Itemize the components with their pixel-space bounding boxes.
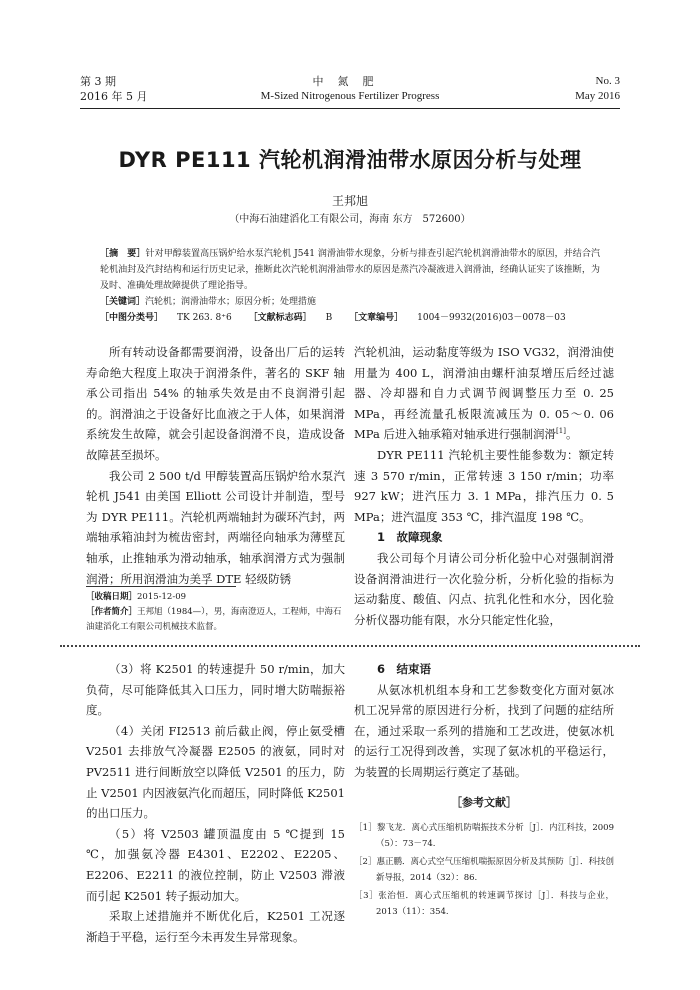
column-left-lower	[86, 659, 345, 947]
article-title: DYR PE111 汽轮机润滑油带水原因分析与处理	[118, 148, 582, 172]
header-left	[80, 74, 147, 104]
paragraph: 采取上述措施并不断优化后，K2501 工况逐渐趋于平稳，运行至今未再发生异常现象。	[86, 909, 345, 944]
article-no-value: 1004－9932(2016)03－0078－03	[417, 313, 566, 323]
author-bio-label: ［作者简介］	[86, 607, 138, 617]
paragraph-text: 汽轮机油，运动黏度等级为 ISO VG32，润滑油使用量为 400 L，润滑油由螺杆油泵增压后经过滤器、冷却器和自力式调节阀调整压力至 0. 25 MPa，再经流量孔板限流减压为 0. 05～0. 06 MPa 后进入轴承箱对轴承进行强制润滑	[354, 345, 614, 442]
author-affiliation: （中海石油建滔化工有限公司，海南 东方 572600）	[229, 214, 471, 225]
classification-line	[100, 310, 600, 326]
references-title: ［参考文献］	[451, 795, 517, 809]
keywords	[100, 294, 600, 310]
article-no-label: ［文章编号］	[349, 313, 404, 323]
paragraph: DYR PE111 汽轮机主要性能参数为：额定转速 3 570 r/min，正常转速 3 150 r/min；功率 927 kW；进汽压力 3. 1 MPa，排汽压力 0. 5 MPa；进汽温度 353 ℃，排汽温度 198 ℃。	[354, 447, 614, 524]
received-label: ［收稿日期］	[86, 592, 138, 602]
journal-name-en: M-Sized Nitrogenous Fertilizer Progress	[260, 90, 440, 102]
received-value: 2015-12-09	[137, 592, 187, 602]
article-author: 王邦旭	[331, 194, 368, 208]
received-date	[86, 590, 345, 605]
journal-name-cn: 中氮肥	[312, 75, 388, 88]
header-divider	[80, 108, 620, 109]
clc-label: ［中图分类号］	[100, 313, 164, 323]
paragraph: （4）关闭 FI2513 前后截止阀，停止氨受槽 V2501 去排放气冷凝器 E2505 的液氨，同时对 PV2511 进行间断放空以降低 V2501 的压力，防止 V2501 内因液氨汽化而超压，同时降低 K2501 的出口压力。	[86, 723, 345, 821]
paragraph: 从氨冰机机组本身和工艺参数变化方面对氨冰机工况异常的原因进行分析，找到了问题的症结所在，通过采取一系列的措施和工艺改进，使氨冰机的运行工况得到改善，实现了氨冰机的平稳运行，为装置的长周期运行奠定了基础。	[354, 682, 614, 779]
paragraph: 我公司 2 500 t/d 甲醇装置高压锅炉给水泵汽轮机 J541 由美国 Elliott 公司设计并制造，型号为 DYR PE111。汽轮机两端轴封为碳环汽封，两端轴承箱油封为梳齿密封，两端径向轴承为薄壁瓦轴承，止推轴承为滑动轴承，轴承润滑方式为强制润滑；所用润滑油为美孚 DTE 轻级防锈	[86, 468, 345, 586]
footnote-divider	[86, 586, 236, 587]
section-heading: 1 故障现象	[377, 530, 443, 545]
paragraph: （3）将 K2501 的转速提升 50 r/min，加大负荷，尽可能降低其入口压力，同时增大防喘振裕度。	[86, 662, 345, 718]
doc-code-value: B	[325, 313, 333, 323]
abstract-block	[100, 246, 600, 326]
paragraph: 我公司每个月请公司分析化验中心对强制润滑设备润滑油进行一次化验分析，分析化验的指标为运动黏度、酸值、闪点、抗乳化性和水分，因化验分析仪器功能有限，水分只能定性化验，	[354, 550, 614, 627]
citation-mark: [1]	[556, 427, 566, 436]
paragraph: （5）将 V2503 罐顶温度由 5 ℃提到 15 ℃，加强氨冷器 E4301、E2202、E2205、E2206、E2211 的液位控制，防止 V2503 滞液而引起 K2501 转子振动加大。	[86, 826, 345, 903]
issue-number: 第 3 期	[80, 75, 116, 88]
section-heading: 6 结束语	[377, 662, 432, 676]
column-right-lower	[354, 659, 614, 923]
abstract-text: 针对甲醇装置高压锅炉给水泵汽轮机 J541 润滑油带水现象，分析与排查引起汽轮机润滑油带水的原因，并结合汽轮机油封及汽封结构和运行历史记录，推断此次汽轮机润滑油带水的原因是蒸汽冷凝液进入润滑油，经确认证实了该推断，为及时、准确处理故障提供了理论指导。	[100, 249, 600, 291]
header-right	[575, 74, 620, 104]
column-right-upper	[354, 342, 614, 630]
paragraph	[354, 342, 614, 445]
column-left-upper	[86, 342, 345, 589]
reference-item: ［2］惠正鹏．离心式空气压缩机喘振原因分析及其预防［J］．科技创新导报，2014（32）：86.	[354, 857, 614, 883]
author-bio-text: 王邦旭（1984—），男，海南澄迈人，工程师，中海石油建滔化工有限公司机械技术监督。	[86, 607, 342, 632]
issue-date: 2016 年 5 月	[80, 90, 148, 103]
reference-item: ［3］张治恒．离心式压缩机的转速调节探讨［J］．科技与企业，2013（11）：354.	[354, 891, 614, 917]
keywords-text: 汽轮机；润滑油带水；原因分析；处理措施	[145, 297, 317, 307]
footnote	[86, 590, 345, 635]
paragraph-end: 。	[565, 427, 578, 442]
doc-code-label: ［文献标志码］	[248, 313, 312, 323]
reference-list	[354, 821, 614, 920]
article-separator	[60, 645, 640, 647]
reference-item: ［1］黎飞龙．离心式压缩机防喘振技术分析［J］．内江科技，2009（5）：73－74.	[354, 823, 614, 849]
header-center	[200, 74, 500, 104]
paragraph: 所有转动设备都需要润滑，设备出厂后的运转寿命绝大程度上取决于润滑条件，著名的 SKF 轴承公司指出 54% 的轴承失效是由不良润滑引起的。润滑油之于设备好比血液之于人体，如果润滑系统发生故障，就会引起设备润滑不良，造成设备故障甚至损坏。	[86, 345, 345, 462]
abstract-label: ［摘 要］	[100, 249, 146, 259]
issue-number-en: No. 3	[595, 75, 620, 87]
issue-date-en: May 2016	[575, 90, 620, 102]
author-bio	[86, 605, 345, 635]
clc-value: TK 263. 8⁺6	[177, 313, 232, 323]
abstract	[100, 246, 600, 294]
keywords-label: ［关键词］	[100, 297, 146, 307]
